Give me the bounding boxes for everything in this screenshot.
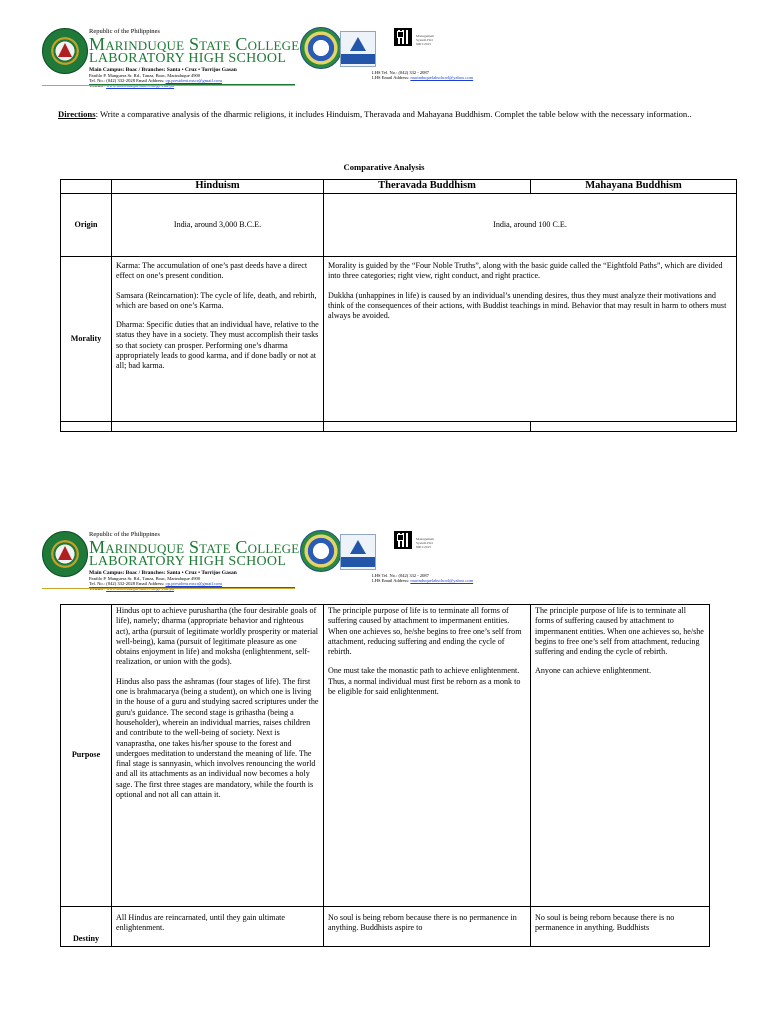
table-row bbox=[61, 194, 737, 257]
table-row bbox=[61, 257, 737, 422]
table-row bbox=[61, 907, 710, 947]
tel-line: Tel. No.: (042) 332-2028 Email Address: bbox=[89, 78, 165, 84]
purpose-mahayana bbox=[531, 605, 710, 907]
destiny-mahayana-text: No soul is being reborn because there is no permanence in anything. Buddhists bbox=[535, 913, 675, 933]
college-seal-logo bbox=[42, 28, 88, 74]
table-row bbox=[61, 605, 710, 907]
comparison-table-continued bbox=[60, 604, 710, 947]
cert-text: Management System ISO 9001:2015 bbox=[416, 537, 435, 550]
address-block bbox=[89, 73, 222, 89]
college-seal-logo bbox=[42, 531, 88, 577]
purpose-mahayana-p1: The principle purpose of life is to terminate all forms of suffering caused by attachment to impermanent entities. When one achieves so, he/she begins to free one’s self from attachment, reducing suffering and ending the cycle of rebirth. bbox=[535, 606, 704, 657]
tuv-certification-logo bbox=[340, 534, 376, 570]
qr-code-icon bbox=[394, 28, 412, 46]
letterhead bbox=[42, 28, 722, 88]
purpose-hinduism-p1: Hindus opt to achieve purushartha (the four desirable goals of life), namely; dharma (appropriate behavior and righteous act), artha (pursuit of legitimate worldly prosperity or material well-being), kama (pursuit of legitimate pleasure as one obtains enjoyment in life) and moksha (enlightenment, self-realization, or union with the gods). bbox=[116, 606, 319, 667]
tuv-certification-logo bbox=[340, 31, 376, 67]
origin-hinduism: India, around 3,000 B.C.E. bbox=[112, 194, 324, 257]
directions-label: Directions bbox=[58, 109, 96, 119]
col-theravada: Theravada Buddhism bbox=[324, 180, 531, 194]
letterhead-page-2 bbox=[42, 531, 722, 591]
morality-hinduism bbox=[112, 257, 324, 422]
destiny-hinduism bbox=[112, 907, 324, 947]
lhs-email-link[interactable]: marinduquelabschool@yahoo.com bbox=[410, 578, 474, 584]
lhs-email-label: LHS Email Address: bbox=[372, 75, 410, 81]
republic-line: Republic of the Philippines bbox=[89, 28, 160, 35]
campuses-line: Main Campus: Boac / Branches: Santa • Cruz • Torrijos Gasan bbox=[89, 67, 237, 73]
table-title: Comparative Analysis bbox=[343, 162, 425, 172]
col-hinduism: Hinduism bbox=[112, 180, 324, 194]
address-line: Panfilo P. Manguera Sr. Rd., Tanza, Boac, Marinduque 4900 bbox=[89, 576, 201, 581]
destiny-mahayana bbox=[531, 907, 710, 947]
gold-rule bbox=[42, 85, 295, 86]
origin-buddhism: India, around 100 C.E. bbox=[324, 194, 737, 257]
lhs-email-label: LHS Email Address: bbox=[372, 578, 410, 584]
col-mahayana: Mahayana Buddhism bbox=[531, 180, 737, 194]
purpose-theravada-p1: The principle purpose of life is to terminate all forms of suffering caused by attachment to impermanent entities. When one achieves so, he/she begins to free one’s self from attachment, reducing suffering and ending the cycle of rebirth. bbox=[328, 606, 522, 657]
school-name: LABORATORY HIGH SCHOOL bbox=[89, 554, 287, 569]
lhs-email-link[interactable]: marinduquelabschool@yahoo.com bbox=[410, 75, 474, 81]
qr-code-icon bbox=[394, 531, 412, 549]
corner-cell bbox=[61, 180, 112, 194]
cert-text: Management System ISO 9001:2015 bbox=[416, 34, 435, 47]
college-name: Marinduque State College bbox=[89, 34, 300, 54]
lhs-seal-logo bbox=[300, 27, 342, 69]
destiny-theravada bbox=[324, 907, 531, 947]
tel-line: Tel. No.: (042) 332-2028 Email Address: bbox=[89, 581, 165, 587]
row-label-destiny: Destiny bbox=[61, 907, 112, 947]
lhs-tel: LHS Tel. No.: (042) 332 - 2087 bbox=[372, 573, 429, 578]
directions-text: : Write a comparative analysis of the dharmic religions, it includes Hinduism, Theravada and Mahayana Buddhism. Complet the table below with the necessary information.. bbox=[95, 109, 692, 119]
morality-hinduism-p2: Samsara (Reincarnation): The cycle of life, death, and rebirth, which are based on one’s Karma. bbox=[116, 290, 317, 310]
address-block bbox=[89, 576, 222, 592]
college-name: Marinduque State College bbox=[89, 537, 300, 557]
gold-rule bbox=[42, 588, 295, 589]
republic-line: Republic of the Philippines bbox=[89, 531, 160, 538]
purpose-theravada-p2: One must take the monastic path to achieve enlightenment. Thus, a normal individual must first be reborn as a monk to be eligible for said enlightenment. bbox=[328, 666, 521, 697]
row-label-origin: Origin bbox=[61, 194, 112, 257]
campuses-line: Main Campus: Boac / Branches: Santa • Cruz • Torrijos Gasan bbox=[89, 570, 237, 576]
row-label-purpose: Purpose bbox=[61, 605, 112, 907]
email-link[interactable]: op.president.mscr@gmail.com bbox=[165, 581, 222, 587]
morality-buddhism bbox=[324, 257, 737, 422]
lhs-seal-logo bbox=[300, 530, 342, 572]
purpose-theravada bbox=[324, 605, 531, 907]
purpose-hinduism-p2: Hindus also pass the ashramas (four stages of life). The first one is brahmacarya (being a student), on which one is living in the house of a guru and studying sacred scriptures under the guru's guidance. The second stage is grihastha (being a householder), wherein an individual marries, raises children and contribute to the well-being of society. Next is vanaprastha, one takes his/her spouse to the forest and undergoes meditation to understand the meaning of life. The final stage is sannyasin, which involves renouncing the world and all its attachments as an individual now becomes a holy sage. The first three stages are mandatory, while the fourth is optional and not all can attain it. bbox=[116, 676, 319, 800]
lhs-contact bbox=[372, 70, 473, 80]
lhs-contact bbox=[372, 573, 473, 583]
purpose-mahayana-p2: Anyone can achieve enlightenment. bbox=[535, 666, 651, 676]
morality-buddhism-p2: Dukkha (unhappines in life) is caused by an individual’s unending desires, thus they must analyze their motivations and think of the consequences of their actions, with Buddist teachings in mind. Behavior that may result in harm to others must always be avoided. bbox=[328, 290, 727, 321]
empty-row bbox=[61, 422, 737, 432]
address-line: Panfilo P. Manguera Sr. Rd., Tanza, Boac, Marinduque 4900 bbox=[89, 73, 201, 78]
comparison-table bbox=[60, 179, 737, 432]
email-link[interactable]: op.president.mscr@gmail.com bbox=[165, 78, 222, 84]
morality-buddhism-p1: Morality is guided by the “Four Noble Truths”, along with the basic guide called the “Eightfold Paths”, which are divided into three categories; right view, right conduct, and right practice. bbox=[328, 261, 723, 281]
directions bbox=[58, 104, 718, 124]
lhs-tel: LHS Tel. No.: (042) 332 - 2087 bbox=[372, 70, 429, 75]
table-header-row bbox=[61, 180, 737, 194]
row-label-morality: Morality bbox=[61, 257, 112, 422]
school-name: LABORATORY HIGH SCHOOL bbox=[89, 51, 287, 66]
destiny-theravada-text: No soul is being reborn because there is no permanence in anything. Buddhists aspire to bbox=[328, 913, 517, 933]
purpose-hinduism bbox=[112, 605, 324, 907]
morality-hinduism-p1: Karma: The accumulation of one’s past deeds have a direct effect on one’s present condition. bbox=[116, 261, 308, 281]
morality-hinduism-p3: Dharma: Specific duties that an individual have, relative to the status they have in a society. They must accomplish their tasks so that society can prosper. Performing one’s dharma appropriately leads to good karma, and if done badly or not at all; bad karma. bbox=[116, 320, 319, 371]
destiny-hinduism-text: All Hindus are reincarnated, until they gain ultimate enlightenment. bbox=[116, 913, 286, 933]
